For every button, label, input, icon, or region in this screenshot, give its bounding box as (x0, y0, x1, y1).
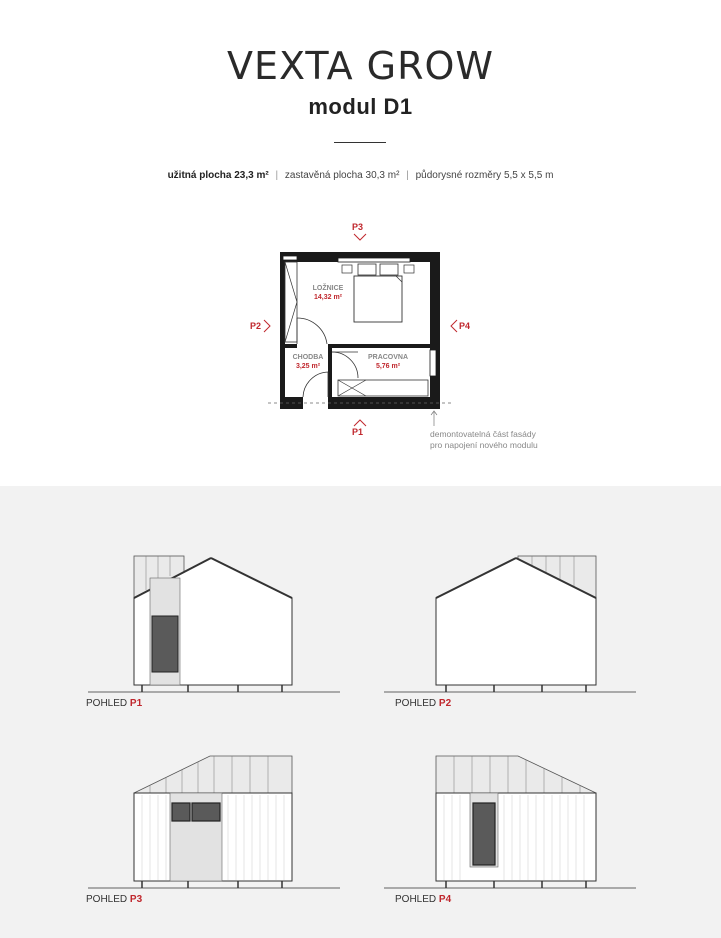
room-corridor-name: CHODBA (292, 354, 324, 361)
p4-chevron (451, 320, 457, 332)
wall-right (430, 252, 440, 409)
room-office (362, 353, 414, 371)
view-label-p4 (395, 894, 451, 905)
window-top (338, 258, 410, 262)
facade-note-line2: pro napojení nového modulu (430, 440, 538, 450)
room-office-area: 5,76 m² (375, 363, 401, 370)
window-right (430, 350, 436, 376)
partition-left (285, 344, 297, 348)
title-divider (334, 142, 386, 143)
view-label-prefix: POHLED (86, 698, 130, 709)
marker-p1: P1 (352, 427, 364, 437)
entry-door-swing (303, 372, 328, 397)
view-label-prefix: POHLED (86, 894, 130, 905)
marker-p4: P4 (459, 321, 471, 331)
p2-chevron (264, 320, 270, 332)
view-label-code: P1 (129, 698, 143, 709)
facade-note-line1: demontovatelná část fasády (430, 429, 536, 439)
view-label-p3 (86, 894, 142, 905)
view-label-code: P3 (129, 894, 143, 905)
desk (338, 380, 428, 396)
wall-bottom-left (280, 397, 303, 409)
room-office-name: PRACOVNA (367, 354, 409, 361)
pillow-left (358, 264, 376, 275)
view-label-code: P2 (438, 698, 452, 709)
view-label-p2 (395, 698, 451, 709)
p1-chevron (354, 420, 366, 426)
nightstand-right (404, 265, 414, 273)
room-corridor-area: 3,25 m² (295, 363, 321, 370)
pillow-right (380, 264, 398, 275)
room-bedroom (308, 284, 348, 302)
room-bedroom-name: LOŽNICE (312, 285, 344, 292)
bed (354, 276, 402, 322)
specs-line (0, 170, 721, 181)
wall-left (280, 252, 285, 409)
wardrobe-door (285, 262, 297, 342)
window-top-left (283, 256, 297, 260)
spec-separator: | (275, 170, 279, 181)
room-bedroom-area: 14,32 m² (313, 294, 343, 301)
wall-top (280, 252, 440, 262)
floor-plan (264, 234, 457, 426)
page-subtitle: modul D1 (308, 94, 413, 119)
p3-chevron (354, 234, 366, 240)
spec-dimensions: půdorysné rozměry 5,5 x 5,5 m (415, 170, 554, 181)
desk-line (338, 380, 366, 396)
door-swing-bedroom (297, 318, 327, 344)
facade-note (430, 429, 538, 451)
partition-vertical (328, 348, 332, 398)
page-title: VEXTA GROW (226, 44, 495, 88)
nightstand-left (342, 265, 352, 273)
door-swing-office (332, 352, 358, 378)
view-label-prefix: POHLED (395, 698, 439, 709)
wall-bottom-right (328, 397, 440, 409)
note-arrow (431, 411, 437, 415)
view-label-p1 (86, 698, 142, 709)
bed-fold (396, 276, 402, 282)
marker-p3: P3 (352, 222, 364, 232)
desk-line (338, 380, 366, 396)
view-label-code: P4 (438, 894, 452, 905)
view-label-prefix: POHLED (395, 894, 439, 905)
spec-separator: | (406, 170, 409, 181)
partition-horizontal (328, 344, 430, 348)
room-corridor (288, 353, 328, 371)
marker-p2: P2 (250, 321, 262, 331)
wardrobe (285, 262, 297, 342)
spec-usable-area: užitná plocha 23,3 m² (167, 170, 269, 181)
elevations-background (0, 486, 721, 938)
spec-built-area: zastavěná plocha 30,3 m² (284, 170, 400, 181)
